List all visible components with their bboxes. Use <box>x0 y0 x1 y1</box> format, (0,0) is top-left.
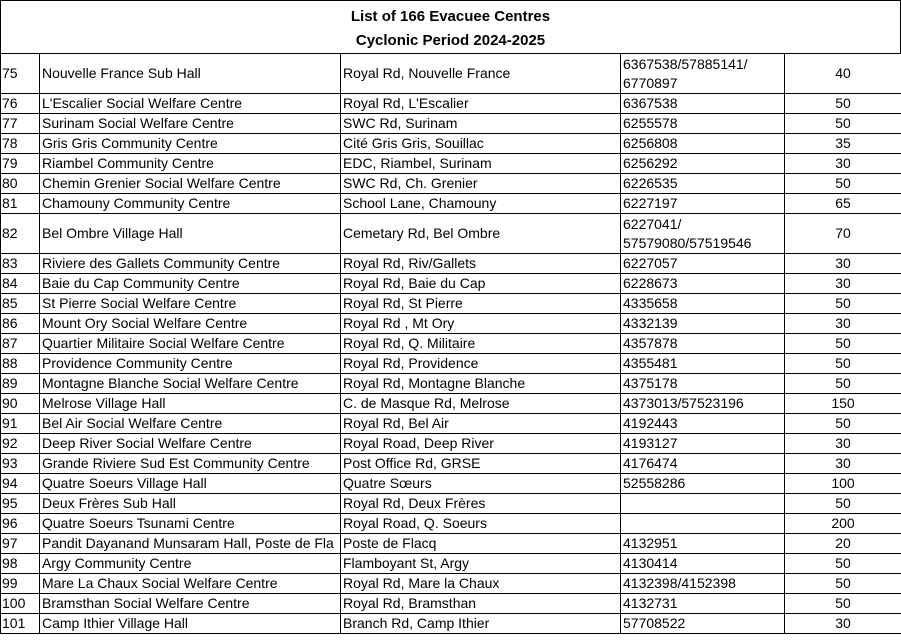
centre-number-cell: 83 <box>1 254 40 274</box>
centre-number-cell: 88 <box>1 354 40 374</box>
centre-number-cell: 99 <box>1 574 40 594</box>
centre-address-cell: Royal Rd, Bel Air <box>341 414 621 434</box>
centre-number-cell: 94 <box>1 474 40 494</box>
centre-name-cell: Chamouny Community Centre <box>40 194 341 214</box>
centre-phone-cell: 4132951 <box>621 534 785 554</box>
centre-phone-cell: 4373013/57523196 <box>621 394 785 414</box>
centre-name-cell: Quatre Soeurs Tsunami Centre <box>40 514 341 534</box>
table-row <box>1 94 901 114</box>
centre-capacity-cell: 40 <box>785 54 901 94</box>
centre-address-cell: Royal Rd, Bramsthan <box>341 594 621 614</box>
table-row <box>1 114 901 134</box>
centre-capacity-cell: 50 <box>785 414 901 434</box>
centre-phone-cell: 4375178 <box>621 374 785 394</box>
centre-capacity-cell: 70 <box>785 214 901 254</box>
centre-phone-cell: 6255578 <box>621 114 785 134</box>
table-row <box>1 54 901 94</box>
centre-address-cell: C. de Masque Rd, Melrose <box>341 394 621 414</box>
table-row <box>1 154 901 174</box>
centre-address-cell: Cemetary Rd, Bel Ombre <box>341 214 621 254</box>
centre-name-cell: Mare La Chaux Social Welfare Centre <box>40 574 341 594</box>
table-row <box>1 134 901 154</box>
centre-capacity-cell: 50 <box>785 554 901 574</box>
table-row <box>1 554 901 574</box>
centre-capacity-cell: 50 <box>785 494 901 514</box>
centre-name-cell: Montagne Blanche Social Welfare Centre <box>40 374 341 394</box>
centre-address-cell: Royal Rd , Mt Ory <box>341 314 621 334</box>
centre-phone-cell: 4132731 <box>621 594 785 614</box>
centre-number-cell: 91 <box>1 414 40 434</box>
centre-address-cell: SWC Rd, Surinam <box>341 114 621 134</box>
centre-capacity-cell: 20 <box>785 534 901 554</box>
table-row <box>1 274 901 294</box>
table-row <box>1 494 901 514</box>
table-row <box>1 374 901 394</box>
centre-address-cell: Royal Rd, Nouvelle France <box>341 54 621 94</box>
table-row <box>1 474 901 494</box>
centre-phone-cell: 52558286 <box>621 474 785 494</box>
centre-address-cell: SWC Rd, Ch. Grenier <box>341 174 621 194</box>
centre-name-cell: Gris Gris Community Centre <box>40 134 341 154</box>
centre-phone-cell: 6226535 <box>621 174 785 194</box>
table-row <box>1 574 901 594</box>
centre-number-cell: 86 <box>1 314 40 334</box>
table-row <box>1 414 901 434</box>
centre-name-cell: Bel Air Social Welfare Centre <box>40 414 341 434</box>
centre-phone-cell: 6367538 <box>621 94 785 114</box>
centre-number-cell: 90 <box>1 394 40 414</box>
table-row <box>1 454 901 474</box>
centre-address-cell: Branch Rd, Camp Ithier <box>341 614 621 634</box>
centre-address-cell: Royal Rd, Riv/Gallets <box>341 254 621 274</box>
centre-address-cell: Royal Rd, Deux Frères <box>341 494 621 514</box>
centre-name-cell: Mount Ory Social Welfare Centre <box>40 314 341 334</box>
centre-number-cell: 85 <box>1 294 40 314</box>
centre-name-cell: Providence Community Centre <box>40 354 341 374</box>
centre-name-cell: St Pierre Social Welfare Centre <box>40 294 341 314</box>
centre-address-cell: Royal Rd, Baie du Cap <box>341 274 621 294</box>
centre-name-cell: Camp Ithier Village Hall <box>40 614 341 634</box>
table-row <box>1 514 901 534</box>
centre-capacity-cell: 30 <box>785 274 901 294</box>
centre-address-cell: Royal Road, Deep River <box>341 434 621 454</box>
centre-address-cell: Royal Rd, Providence <box>341 354 621 374</box>
table-row <box>1 394 901 414</box>
centre-capacity-cell: 150 <box>785 394 901 414</box>
table-body <box>1 54 901 634</box>
centre-phone-cell: 6256292 <box>621 154 785 174</box>
document-title-block <box>0 0 901 54</box>
centre-phone-cell: 4192443 <box>621 414 785 434</box>
centre-address-cell: EDC, Riambel, Surinam <box>341 154 621 174</box>
centre-capacity-cell: 50 <box>785 334 901 354</box>
centre-address-cell: Royal Rd, St Pierre <box>341 294 621 314</box>
document-title: List of 166 Evacuee Centres <box>350 8 551 25</box>
centre-name-cell: Surinam Social Welfare Centre <box>40 114 341 134</box>
centre-phone-cell: 4176474 <box>621 454 785 474</box>
document-subtitle: Cyclonic Period 2024-2025 <box>355 32 546 49</box>
centre-number-cell: 89 <box>1 374 40 394</box>
centre-capacity-cell: 50 <box>785 374 901 394</box>
centre-name-cell: Pandit Dayanand Munsaram Hall, Poste de Fla <box>40 534 341 554</box>
centre-phone-cell: 6367538/57885141/ 6770897 <box>621 54 785 94</box>
centre-address-cell: School Lane, Chamouny <box>341 194 621 214</box>
centre-capacity-cell: 30 <box>785 254 901 274</box>
centre-number-cell: 101 <box>1 614 40 634</box>
table-row <box>1 214 901 254</box>
centre-number-cell: 97 <box>1 534 40 554</box>
centre-capacity-cell: 200 <box>785 514 901 534</box>
centre-phone-cell: 4335658 <box>621 294 785 314</box>
centre-address-cell: Royal Rd, Q. Militaire <box>341 334 621 354</box>
centre-number-cell: 96 <box>1 514 40 534</box>
centre-number-cell: 95 <box>1 494 40 514</box>
centre-phone-cell: 4332139 <box>621 314 785 334</box>
centre-phone-cell: 4132398/4152398 <box>621 574 785 594</box>
centre-name-cell: Baie du Cap Community Centre <box>40 274 341 294</box>
evacuee-centres-table <box>0 53 901 634</box>
centre-capacity-cell: 50 <box>785 294 901 314</box>
centre-name-cell: Bel Ombre Village Hall <box>40 214 341 254</box>
centre-phone-cell: 4193127 <box>621 434 785 454</box>
centre-number-cell: 92 <box>1 434 40 454</box>
centre-phone-cell <box>621 514 785 534</box>
table-row <box>1 354 901 374</box>
centre-number-cell: 82 <box>1 214 40 254</box>
table-row <box>1 174 901 194</box>
centre-name-cell: Deux Frères Sub Hall <box>40 494 341 514</box>
centre-capacity-cell: 50 <box>785 574 901 594</box>
centre-number-cell: 79 <box>1 154 40 174</box>
centre-address-cell: Royal Rd, L'Escalier <box>341 94 621 114</box>
table-row <box>1 594 901 614</box>
centre-name-cell: Riviere des Gallets Community Centre <box>40 254 341 274</box>
centre-phone-cell: 6256808 <box>621 134 785 154</box>
centre-capacity-cell: 100 <box>785 474 901 494</box>
centre-name-cell: Quatre Soeurs Village Hall <box>40 474 341 494</box>
centre-phone-cell: 6227041/ 57579080/57519546 <box>621 214 785 254</box>
centre-capacity-cell: 50 <box>785 354 901 374</box>
centre-name-cell: Melrose Village Hall <box>40 394 341 414</box>
centre-phone-cell: 6227057 <box>621 254 785 274</box>
centre-capacity-cell: 65 <box>785 194 901 214</box>
centre-phone-cell: 4357878 <box>621 334 785 354</box>
centre-number-cell: 77 <box>1 114 40 134</box>
centre-capacity-cell: 30 <box>785 154 901 174</box>
centre-capacity-cell: 30 <box>785 434 901 454</box>
centre-name-cell: L'Escalier Social Welfare Centre <box>40 94 341 114</box>
table-row <box>1 294 901 314</box>
centre-address-cell: Royal Rd, Montagne Blanche <box>341 374 621 394</box>
centre-name-cell: Bramsthan Social Welfare Centre <box>40 594 341 614</box>
centre-address-cell: Poste de Flacq <box>341 534 621 554</box>
centre-name-cell: Chemin Grenier Social Welfare Centre <box>40 174 341 194</box>
centre-address-cell: Post Office Rd, GRSE <box>341 454 621 474</box>
centre-name-cell: Riambel Community Centre <box>40 154 341 174</box>
table-row <box>1 434 901 454</box>
centre-capacity-cell: 50 <box>785 114 901 134</box>
centre-capacity-cell: 30 <box>785 314 901 334</box>
centre-name-cell: Deep River Social Welfare Centre <box>40 434 341 454</box>
centre-number-cell: 81 <box>1 194 40 214</box>
centre-number-cell: 76 <box>1 94 40 114</box>
centre-capacity-cell: 50 <box>785 594 901 614</box>
centre-phone-cell: 6228673 <box>621 274 785 294</box>
centre-address-cell: Flamboyant St, Argy <box>341 554 621 574</box>
centre-phone-cell: 57708522 <box>621 614 785 634</box>
centre-address-cell: Royal Rd, Mare la Chaux <box>341 574 621 594</box>
centre-capacity-cell: 35 <box>785 134 901 154</box>
centre-number-cell: 87 <box>1 334 40 354</box>
centre-name-cell: Grande Riviere Sud Est Community Centre <box>40 454 341 474</box>
centre-number-cell: 98 <box>1 554 40 574</box>
centre-number-cell: 80 <box>1 174 40 194</box>
centre-name-cell: Argy Community Centre <box>40 554 341 574</box>
centre-address-cell: Cité Gris Gris, Souillac <box>341 134 621 154</box>
centre-capacity-cell: 50 <box>785 174 901 194</box>
centre-address-cell: Quatre Sœurs <box>341 474 621 494</box>
centre-number-cell: 84 <box>1 274 40 294</box>
table-row <box>1 614 901 634</box>
centre-name-cell: Nouvelle France Sub Hall <box>40 54 341 94</box>
centre-phone-cell: 6227197 <box>621 194 785 214</box>
table-row <box>1 314 901 334</box>
centre-number-cell: 75 <box>1 54 40 94</box>
table-row <box>1 534 901 554</box>
centre-number-cell: 100 <box>1 594 40 614</box>
table-row <box>1 254 901 274</box>
table-row <box>1 194 901 214</box>
centre-capacity-cell: 30 <box>785 614 901 634</box>
centre-number-cell: 78 <box>1 134 40 154</box>
centre-phone-cell: 4355481 <box>621 354 785 374</box>
centre-phone-cell <box>621 494 785 514</box>
centre-phone-cell: 4130414 <box>621 554 785 574</box>
centre-name-cell: Quartier Militaire Social Welfare Centre <box>40 334 341 354</box>
centre-address-cell: Royal Road, Q. Soeurs <box>341 514 621 534</box>
centre-capacity-cell: 50 <box>785 94 901 114</box>
table-row <box>1 334 901 354</box>
centre-capacity-cell: 30 <box>785 454 901 474</box>
centre-number-cell: 93 <box>1 454 40 474</box>
